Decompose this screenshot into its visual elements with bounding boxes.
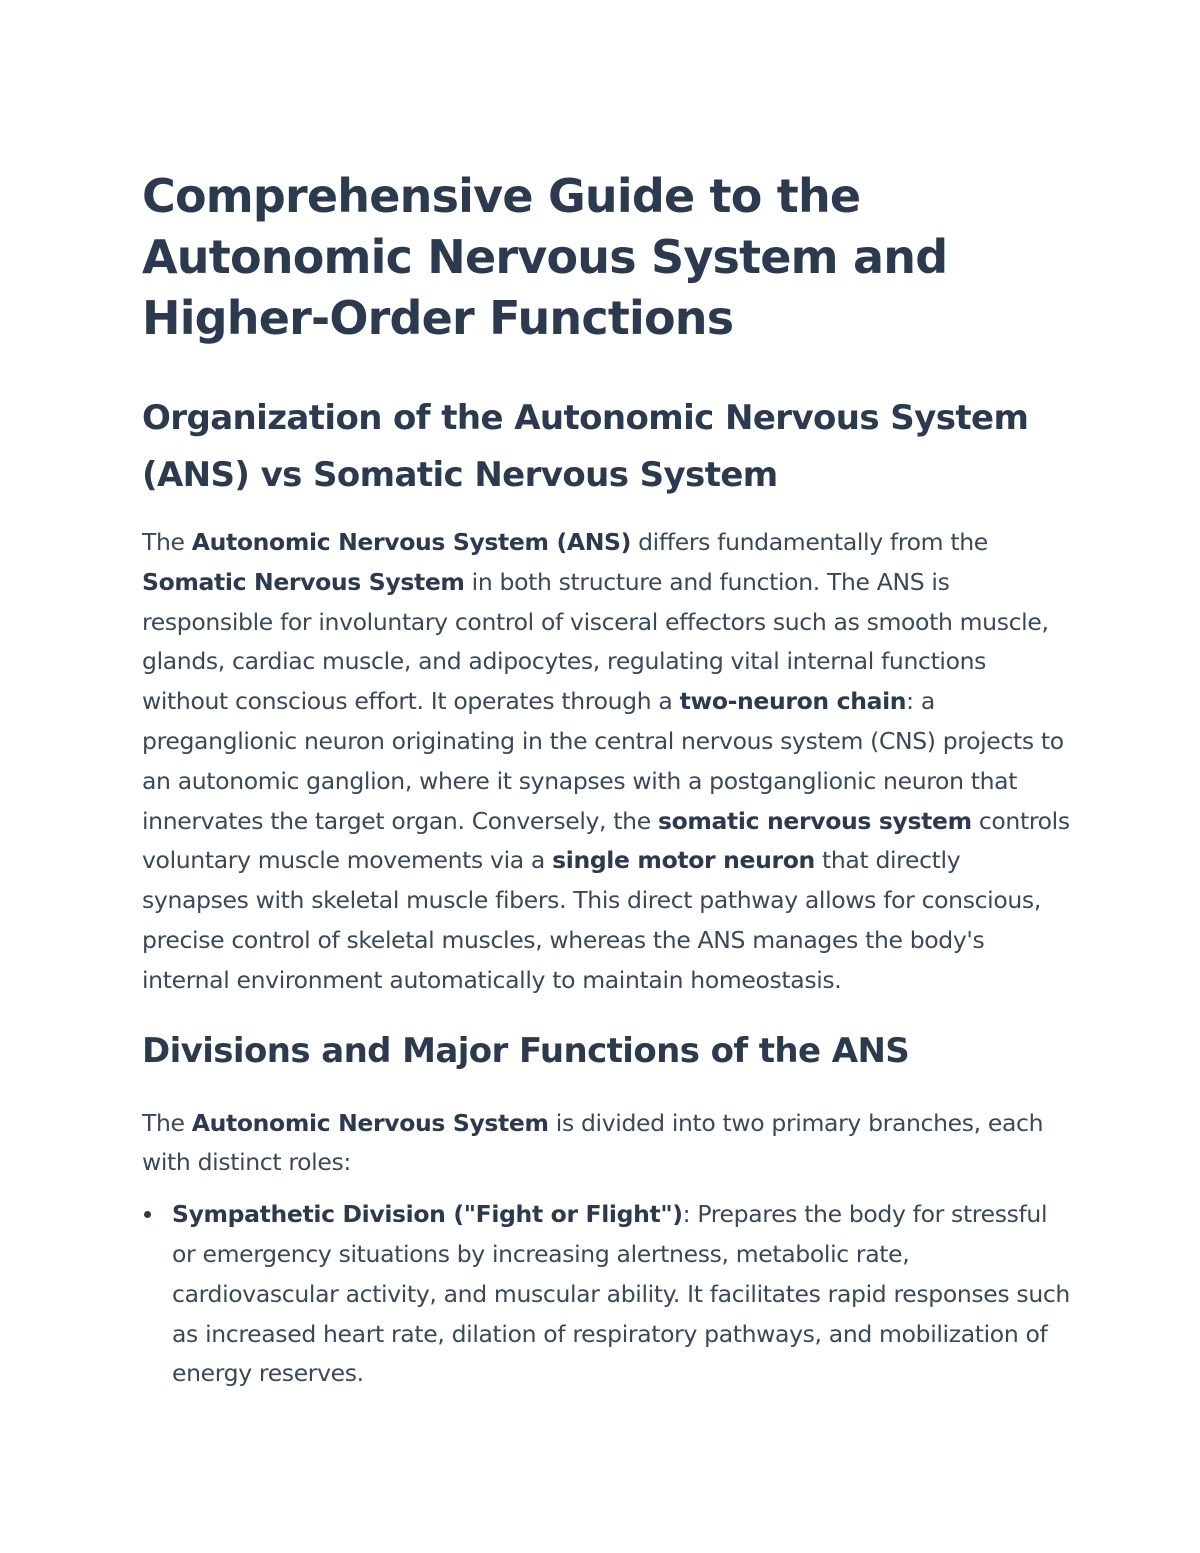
bold-term: two-neuron chain (679, 687, 907, 716)
text-run: in both structure and function. The ANS is responsible for involuntary control of visceral effectors such as smooth muscle, glands, cardiac muscle, and adipocytes, regulating vital internal functions without conscious effort. It operates through a (142, 567, 1049, 716)
bold-term: single motor neuron (552, 846, 815, 875)
text-run: : a preganglionic neuron originating in the central nervous system (CNS) projects to an autonomic ganglion, where it synapses with a postganglionic neuron that innervates the target organ. Conversely, the (142, 687, 1064, 835)
text-run: is divided into two primary branches, each with distinct roles: (142, 1108, 1044, 1177)
divisions-intro-paragraph (142, 1104, 1072, 1184)
organization-paragraph (142, 523, 1072, 1001)
section-heading-divisions: Divisions and Major Functions of the ANS (142, 1030, 910, 1071)
divisions-list (142, 1195, 1072, 1394)
bold-term: Autonomic Nervous System (ANS) (191, 528, 631, 556)
list-item-label: Sympathetic Division ("Fight or Flight") (172, 1200, 683, 1229)
text-run: controls voluntary muscle movements via a (142, 806, 1070, 875)
list-item-text: : Prepares the body for stressful or emergency situations by increasing alertness, metabolic rate, cardiovascular activity, and muscular ability. It facilitates rapid responses such as increased heart rate, dilation of respiratory pathways, and mobilization of energy reserves. (172, 1200, 1070, 1388)
text-run: The (142, 528, 192, 556)
text-run: The (142, 1108, 192, 1137)
text-run: that directly synapses with skeletal muscle fibers. This direct pathway allows for conscious, precise control of skeletal muscles, whereas the ANS manages the body's internal environment automatically to maintain homeostasis. (142, 846, 1041, 994)
document-page (142, 166, 1072, 1394)
bold-term: Autonomic Nervous System (191, 1108, 549, 1137)
bold-term: Somatic Nervous System (142, 567, 465, 596)
bullet-icon (144, 1211, 151, 1218)
bold-term: somatic nervous system (657, 806, 972, 835)
text-run: differs fundamentally from the (631, 528, 988, 556)
document-title: Comprehensive Guide to the Autonomic Nervous System and Higher-Order Functions (142, 169, 948, 345)
list-item (142, 1195, 1072, 1394)
section-heading-organization: Organization of the Autonomic Nervous System (ANS) vs Somatic Nervous System (142, 398, 1029, 495)
